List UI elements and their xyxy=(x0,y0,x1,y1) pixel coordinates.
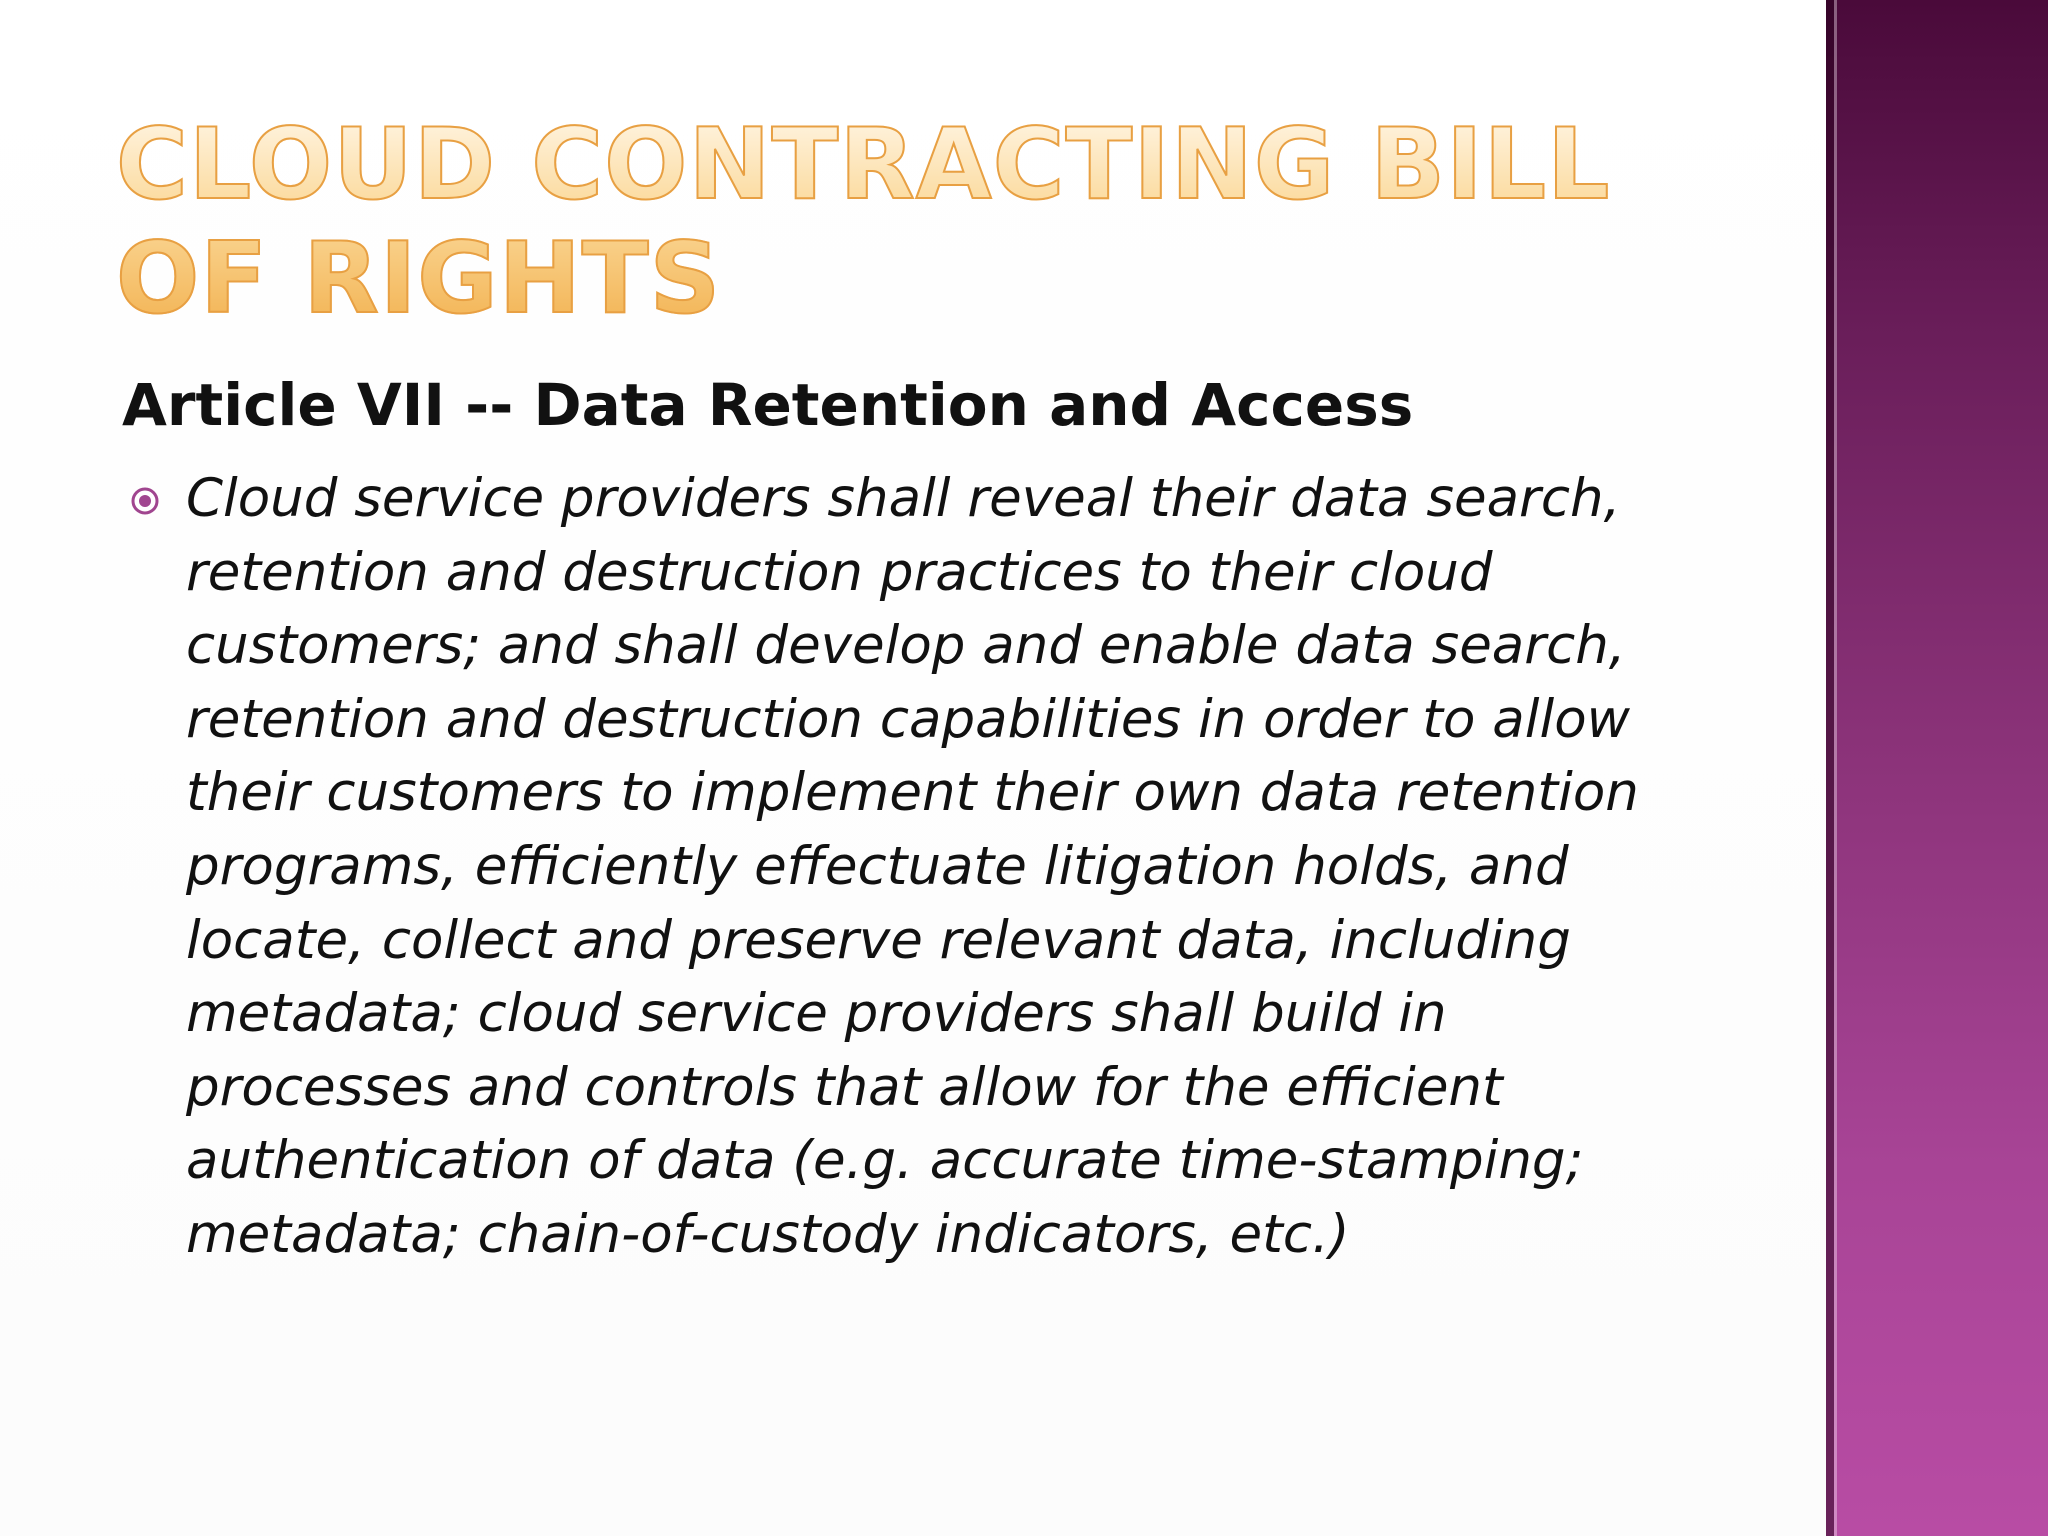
decorative-side-bar xyxy=(1826,0,2048,1536)
bullet-list xyxy=(122,462,1682,1272)
slide-title: CLOUD CONTRACTING BILL OF RIGHTS xyxy=(116,108,1656,336)
circle-dot-bullet-icon xyxy=(130,486,160,516)
bullet-item-text: Cloud service providers shall reveal their data search, retention and destruction practices to their cloud customers; and shall develop and enable data search, retention and destruction capabilities in order to allow their customers to implement their own data retention programs, efficiently effectuate litigation holds, and locate, collect and preserve relevant data, including metadata; cloud service providers shall build in processes and controls that allow for the efficient authentication of data (e.g. accurate time-stamping; metadata; chain-of-custody indicators, etc.) xyxy=(186,468,1639,1265)
article-heading: Article VII -- Data Retention and Access xyxy=(122,371,1414,439)
